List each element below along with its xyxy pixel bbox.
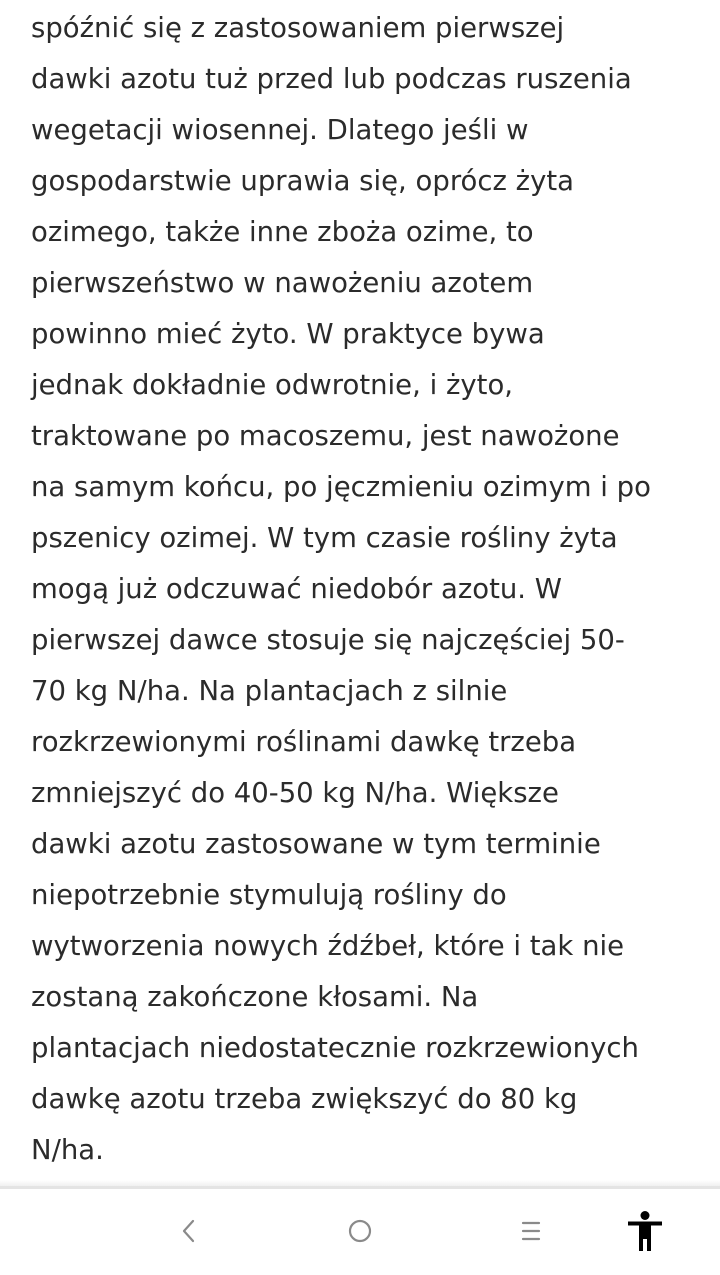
- article-line: wytworzenia nowych źdźbeł, które i tak nie: [31, 930, 625, 962]
- article-line: pierwszej dawce stosuje się najczęściej 50-: [31, 624, 625, 656]
- article-line: rozkrzewionymi roślinami dawkę trzeba: [31, 726, 577, 758]
- article-line: N/ha.: [31, 1134, 104, 1166]
- recents-button[interactable]: [501, 1203, 561, 1259]
- home-button[interactable]: [330, 1203, 390, 1259]
- accessibility-person-icon: [625, 1209, 665, 1253]
- article-line: plantacjach niedostatecznie rozkrzewionych: [31, 1032, 639, 1064]
- article-line: ozimego, także inne zboża ozime, to: [31, 216, 534, 248]
- chevron-left-icon: [177, 1217, 201, 1245]
- article-line: gospodarstwie uprawia się, oprócz żyta: [31, 165, 574, 197]
- article-line: traktowane po macoszemu, jest nawożone: [31, 420, 620, 452]
- article-line: mogą już odczuwać niedobór azotu. W: [31, 573, 562, 605]
- article-line: wegetacji wiosennej. Dlatego jeśli w: [31, 114, 529, 146]
- system-navigation-bar: [0, 1186, 720, 1275]
- article-line: pszenicy ozimej. W tym czasie rośliny żyta: [31, 522, 618, 554]
- article-line: na samym końcu, po jęczmieniu ozimym i po: [31, 471, 651, 503]
- accessibility-button[interactable]: [615, 1203, 675, 1259]
- article-line: jednak dokładnie odwrotnie, i żyto,: [31, 369, 514, 401]
- article-line: zostaną zakończone kłosami. Na: [31, 981, 479, 1013]
- circle-icon: [346, 1217, 374, 1245]
- article-line: spóźnić się z zastosowaniem pierwszej: [31, 12, 565, 44]
- article-line: powinno mieć żyto. W praktyce bywa: [31, 318, 545, 350]
- article-line: niepotrzebnie stymulują rośliny do: [31, 879, 507, 911]
- article-line: dawki azotu tuż przed lub podczas ruszenia: [31, 63, 632, 95]
- article-line: dawkę azotu trzeba zwiększyć do 80 kg: [31, 1083, 578, 1115]
- three-lines-icon: [519, 1217, 543, 1245]
- article-line: 70 kg N/ha. Na plantacjach z silnie: [31, 675, 508, 707]
- back-button[interactable]: [159, 1203, 219, 1259]
- article-line: dawki azotu zastosowane w tym terminie: [31, 828, 601, 860]
- article-line: pierwszeństwo w nawożeniu azotem: [31, 267, 534, 299]
- article-line: zmniejszyć do 40-50 kg N/ha. Większe: [31, 777, 559, 809]
